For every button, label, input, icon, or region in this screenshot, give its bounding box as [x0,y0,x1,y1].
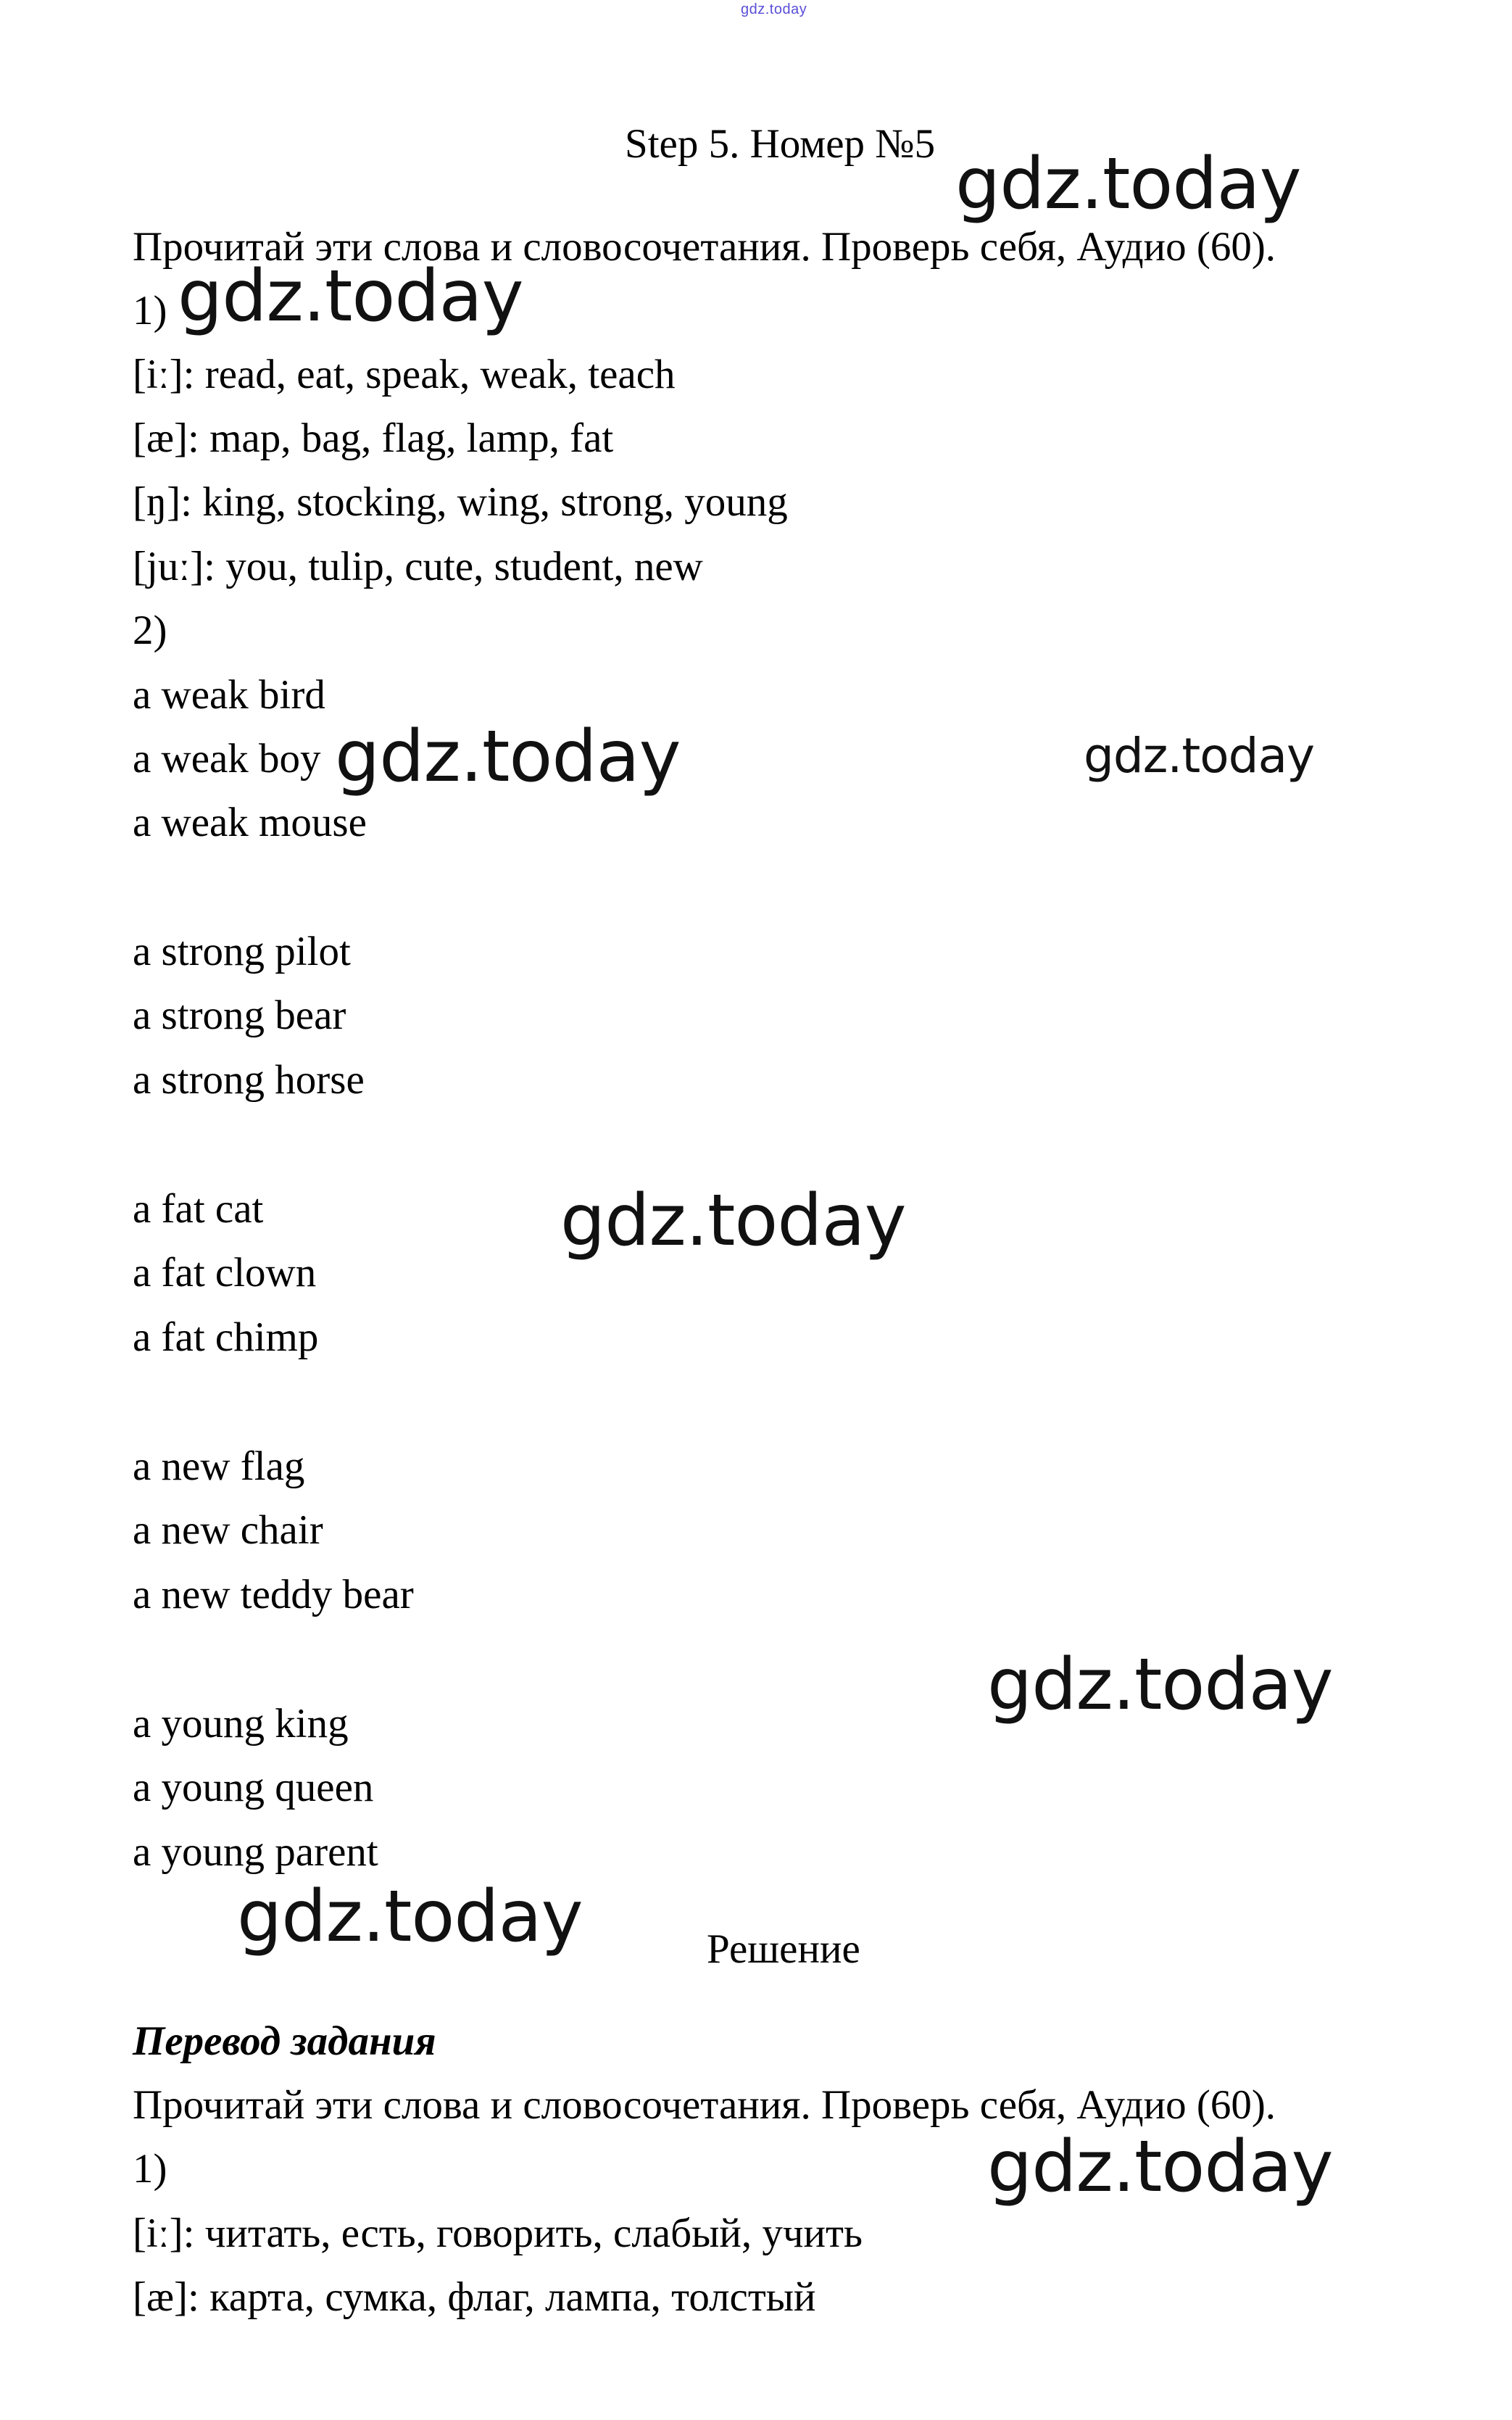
phonetic-line: [æ]: map, bag, flag, lamp, fat [133,415,614,461]
phrase-item: a weak bird [133,672,325,718]
phrase-item: a fat cat [133,1186,264,1232]
phrase-item: a young queen [133,1765,374,1810]
translation-line: [iː]: читать, есть, говорить, слабый, учить [133,2210,863,2256]
task-instruction: Прочитай эти слова и словосочетания. Проверь себя, Аудио (60). [133,224,1276,270]
source-mark: gdz.today [741,1,807,17]
phrase-item: a strong horse [133,1057,365,1103]
phrase-item: a strong pilot [133,929,351,974]
phrase-item: a new teddy bear [133,1572,414,1617]
phrase-item: a fat clown [133,1250,317,1296]
phrase-item: a fat chimp [133,1314,319,1360]
phrase-item: a young parent [133,1829,378,1875]
watermark: gdz.today [335,716,681,798]
phrase-item: a weak boy [133,736,321,782]
phonetic-line: [ŋ]: king, stocking, wing, strong, young [133,479,788,525]
watermark: gdz.today [560,1180,906,1262]
phrase-item: a young king [133,1701,349,1746]
watermark: gdz.today [987,1644,1333,1726]
page-title: Step 5. Номер №5 [625,121,936,167]
watermark: gdz.today [1084,728,1315,784]
part1-label: 1) [133,288,167,333]
watermark: gdz.today [955,143,1301,225]
translation-part1-label: 1) [133,2146,167,2192]
phrase-item: a strong bear [133,993,346,1038]
phrase-item: a new flag [133,1443,305,1489]
watermark: gdz.today [987,2126,1333,2208]
phrase-item: a new chair [133,1507,323,1553]
translation-line: [æ]: карта, сумка, флаг, лампа, толстый [133,2274,816,2320]
part2-label: 2) [133,608,167,653]
translation-heading: Перевод задания [133,2018,436,2064]
watermark: gdz.today [237,1876,583,1958]
phrase-item: a weak mouse [133,800,367,845]
translation-instruction: Прочитай эти слова и словосочетания. Проверь себя, Аудио (60). [133,2082,1276,2128]
phonetic-line: [juː]: you, tulip, cute, student, new [133,544,703,589]
phonetic-line: [iː]: read, eat, speak, weak, teach [133,352,676,397]
watermark: gdz.today [178,255,523,338]
solution-heading: Решение [707,1926,860,1972]
